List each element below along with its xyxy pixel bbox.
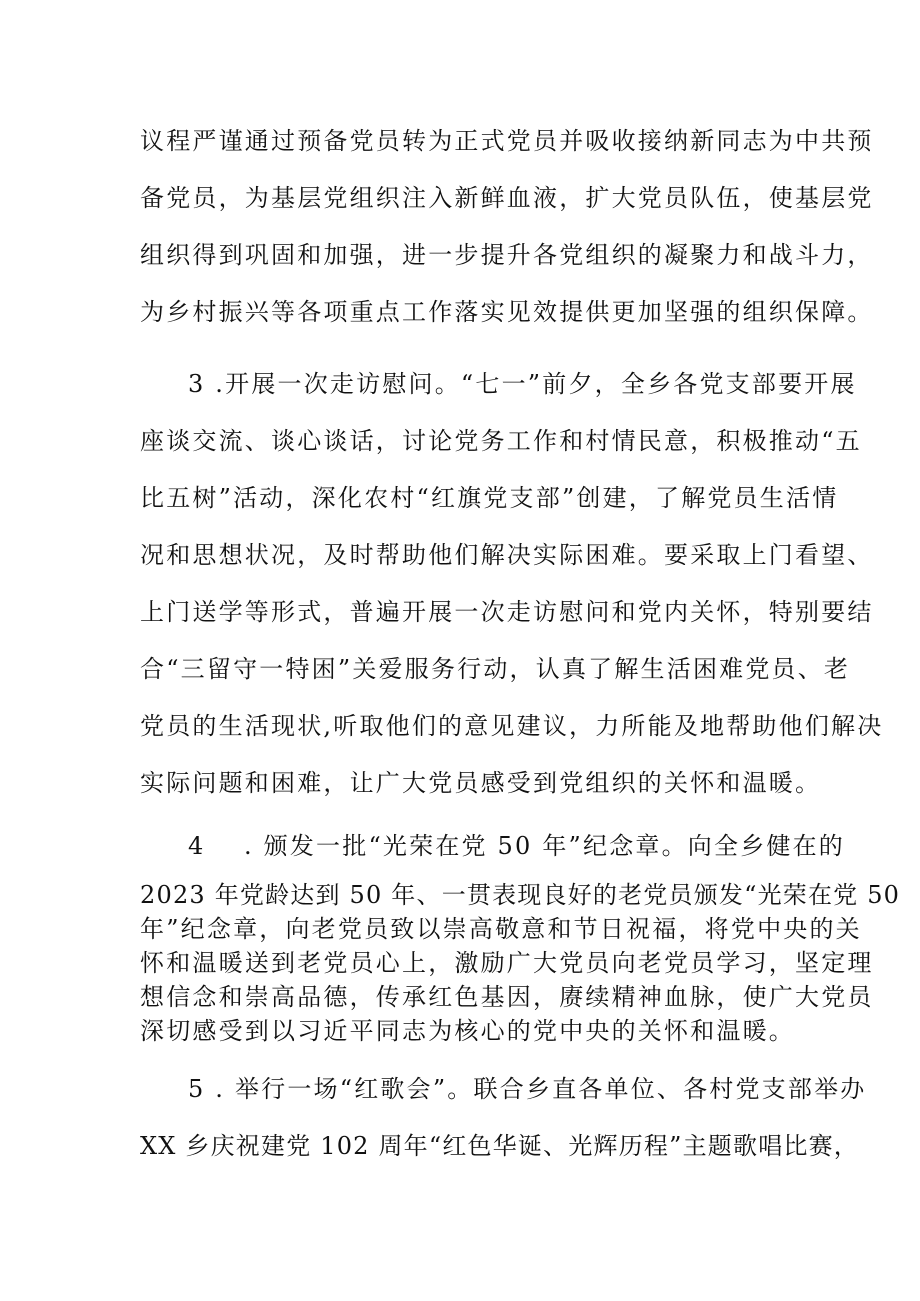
item-5-heading-line: 5 . 举行一场“红歌会”。联合乡直各单位、各村党支部举办 <box>188 1075 867 1103</box>
paragraph-line: 年”纪念章，向老党员致以崇高敬意和节日祝福，将党中央的关 <box>140 915 862 943</box>
item-4-heading-line: . 颁发一批“光荣在党 50 年”纪念章。向全乡健在的 <box>244 832 845 860</box>
paragraph-line: XX 乡庆祝建党 102 周年“红色华诞、光辉历程”主题歌唱比赛， <box>140 1132 860 1160</box>
paragraph-line: 2023 年党龄达到 50 年、一贯表现良好的老党员颁发“光荣在党 50 <box>140 881 901 909</box>
paragraph-line: 想信念和崇高品德，传承红色基因，赓续精神血脉，使广大党员 <box>140 983 874 1011</box>
paragraph-line: 备党员，为基层党组织注入新鲜血液，扩大党员队伍，使基层党 <box>140 184 874 212</box>
paragraph-line: 合“三留守一特困”关爱服务行动，认真了解生活困难党员、老 <box>140 655 851 683</box>
paragraph-line: 怀和温暖送到老党员心上，激励广大党员向老党员学习，坚定理 <box>140 949 874 977</box>
item-3-heading-line: 3 .开展一次走访慰问。“七一”前夕，全乡各党支部要开展 <box>188 370 857 398</box>
paragraph-line: 议程严谨通过预备党员转为正式党员并吸收接纳新同志为中共预 <box>140 127 874 155</box>
paragraph-line: 上门送学等形式，普遍开展一次走访慰问和党内关怀，特别要结 <box>140 598 874 626</box>
item-4-number: 4 <box>188 832 204 860</box>
paragraph-line: 比五树”活动，深化农村“红旗党支部”创建，了解党员生活情 <box>140 484 839 512</box>
paragraph-line: 为乡村振兴等各项重点工作落实见效提供更加坚强的组织保障。 <box>140 298 874 326</box>
paragraph-line: 深切感受到以习近平同志为核心的党中央的关怀和温暖。 <box>140 1017 795 1045</box>
paragraph-line: 党员的生活现状,听取他们的意见建议，力所能及地帮助他们解决 <box>140 712 884 740</box>
paragraph-line: 实际问题和困难，让广大党员感受到党组织的关怀和温暖。 <box>140 769 822 797</box>
paragraph-line: 况和思想状况，及时帮助他们解决实际困难。要采取上门看望、 <box>140 541 874 569</box>
paragraph-line: 组织得到巩固和加强，进一步提升各党组织的凝聚力和战斗力， <box>140 241 874 269</box>
paragraph-line: 座谈交流、谈心谈话，讨论党务工作和村情民意，积极推动“五 <box>140 427 862 455</box>
